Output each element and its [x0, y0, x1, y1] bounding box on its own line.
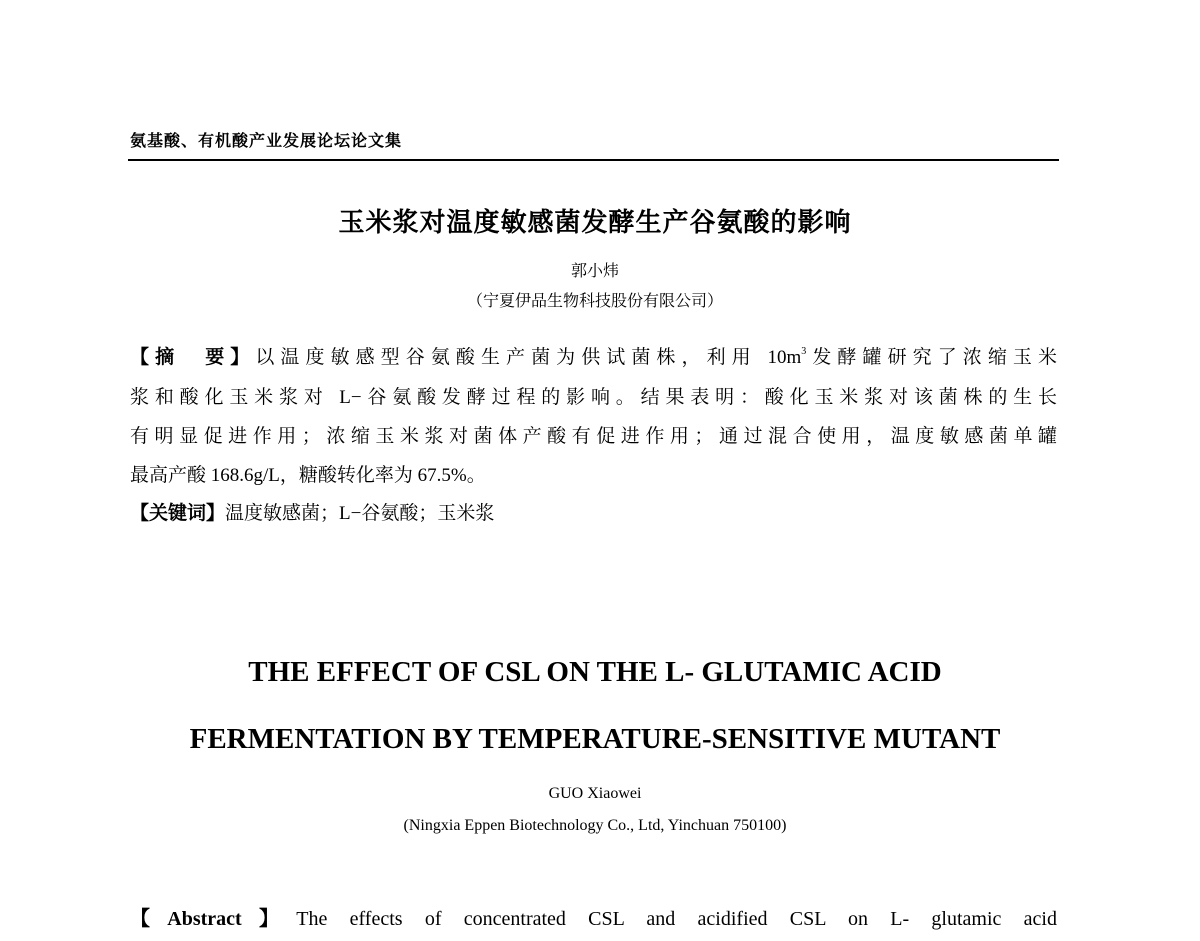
abstract-cn-label: 【摘 要】: [130, 347, 256, 368]
paper-title-en-line-2: FERMENTATION BY TEMPERATURE-SENSITIVE MUTANT: [189, 723, 1001, 755]
abstract-en-line-1: [130, 902, 1057, 931]
abstract-cn-text: 发酵罐研究了浓缩玉米: [806, 347, 1057, 368]
abstract-cn-line-3: 有明显促进作用；浓缩玉米浆对菌体产酸有促进作用；通过混合使用，温度敏感菌单罐: [130, 426, 1057, 447]
abstract-en-label: 【Abstract】: [130, 908, 297, 930]
keywords-cn: [130, 498, 1057, 525]
abstract-cn-text: 以温度敏感型谷氨酸生产菌为供试菌株，利用 10m: [255, 347, 802, 368]
abstract-cn-line-4: 最高产酸 168.6g/L，糖酸转化率为 67.5%。: [130, 465, 486, 486]
abstract-cn-line-2: 浆和酸化玉米浆对 L−谷氨酸发酵过程的影响。结果表明：酸化玉米浆对该菌株的生长: [130, 387, 1057, 408]
header-rule: [128, 159, 1059, 161]
paper-title-cn: 玉米浆对温度敏感菌发酵生产谷氨酸的影响: [338, 208, 852, 238]
author-en: GUO Xiaowei: [548, 785, 642, 802]
keywords-cn-text: 温度敏感菌；L−谷氨酸；玉米浆: [225, 503, 495, 524]
keywords-cn-label: 【关键词】: [130, 503, 226, 524]
superscript: 3: [801, 346, 807, 357]
affiliation-en: (Ningxia Eppen Biotechnology Co., Ltd, Yinchuan 750100): [403, 817, 787, 834]
abstract-cn-line-1: [130, 342, 1057, 369]
running-header: 氨基酸、有机酸产业发展论坛论文集: [130, 133, 403, 150]
author-cn: 郭小炜: [570, 263, 619, 280]
affiliation-cn: （宁夏伊品生物科技股份有限公司）: [466, 293, 723, 310]
paper-title-en-line-1: THE EFFECT OF CSL ON THE L- GLUTAMIC ACID: [248, 656, 942, 688]
abstract-en-text: The effects of concentrated CSL and acidified CSL on L- glutamic acid: [296, 908, 1057, 930]
